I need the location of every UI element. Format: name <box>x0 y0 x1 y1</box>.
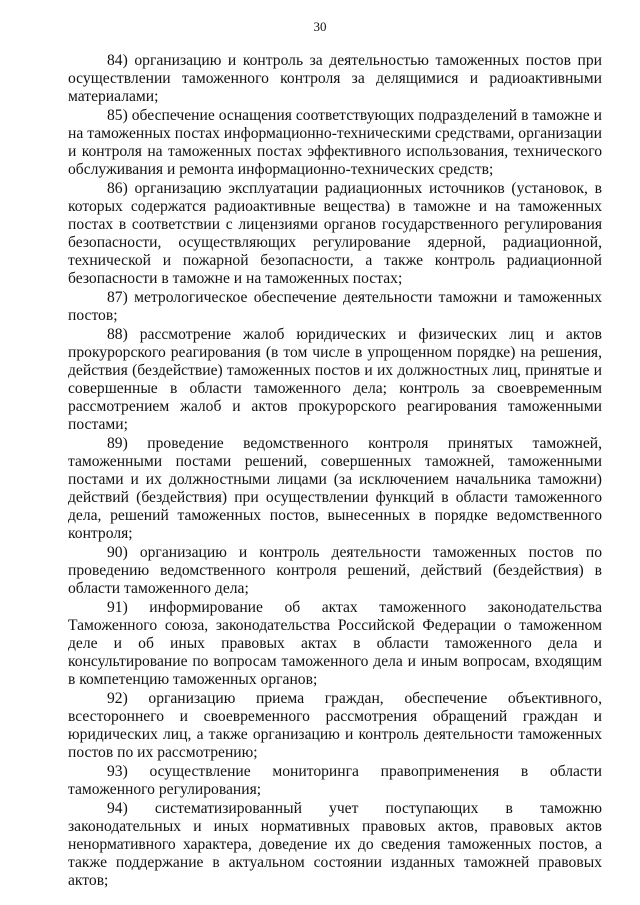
list-item-94: 94) систематизированный учет поступающих в таможню законодательных и иных нормативных правовых актов, правовых актов ненормативного характера, доведение их до сведения таможенных постов, а также поддержание в актуальном состоянии изданных таможней правовых актов; <box>68 800 602 889</box>
list-item-84: 84) организацию и контроль за деятельностью таможенных постов при осуществлении таможенного контроля за делящимися и радиоактивными материалами; <box>68 52 602 105</box>
list-item-91: 91) информирование об актах таможенного законодательства Таможенного союза, законодательства Российской Федерации о таможенном деле и об иных правовых актах в области таможенного дела и консультирование по вопросам таможенного дела и иным вопросам, входящим в компетенцию таможенных органов; <box>68 599 602 688</box>
list-item-88: 88) рассмотрение жалоб юридических и физических лиц и актов прокурорского реагирования (в том числе в упрощенном порядке) на решения, действия (бездействие) таможенных постов и их должностных лиц, принятые и совершенные в области таможенного дела; контроль за своевременным рассмотрением жалоб и актов прокурорского реагирования таможенными постами; <box>68 326 602 433</box>
list-item-87: 87) метрологическое обеспечение деятельности таможни и таможенных постов; <box>68 289 602 324</box>
list-item-85: 85) обеспечение оснащения соответствующих подразделений в таможне и на таможенных постах информационно-техническими средствами, организации и контроля на таможенных постах эффективного использования, технического обслуживания и ремонта информационно-технических средств; <box>68 107 602 178</box>
list-item-89: 89) проведение ведомственного контроля принятых таможней, таможенными постами решений, совершенных таможней, таможенными постами и их должностными лицами (за исключением начальника таможни) действий (бездействия) при осуществлении функций в области таможенного дела, решений таможенных постов, вынесенных в порядке ведомственного контроля; <box>68 435 602 542</box>
page-number: 30 <box>313 19 327 34</box>
list-item-86: 86) организацию эксплуатации радиационных источников (установок, в которых содержатся радиоактивные вещества) в таможне и на таможенных постах в соответствии с лицензиями органов государственного регулирования безопасности, осуществляющих регулирование ядерной, радиационной, технической и пожарной безопасности, а также контроль радиационной безопасности в таможне и на таможенных постах; <box>68 180 602 287</box>
list-item-93: 93) осуществление мониторинга правоприменения в области таможенного регулирования; <box>68 763 602 798</box>
document-body <box>68 52 602 891</box>
list-item-90: 90) организацию и контроль деятельности таможенных постов по проведению ведомственного контроля решений, действий (бездействия) в области таможенного дела; <box>68 544 602 597</box>
list-item-92: 92) организацию приема граждан, обеспечение объективного, всестороннего и своевременного рассмотрения обращений граждан и юридических лиц, а также организацию и контроль деятельности таможенных постов по их рассмотрению; <box>68 690 602 761</box>
